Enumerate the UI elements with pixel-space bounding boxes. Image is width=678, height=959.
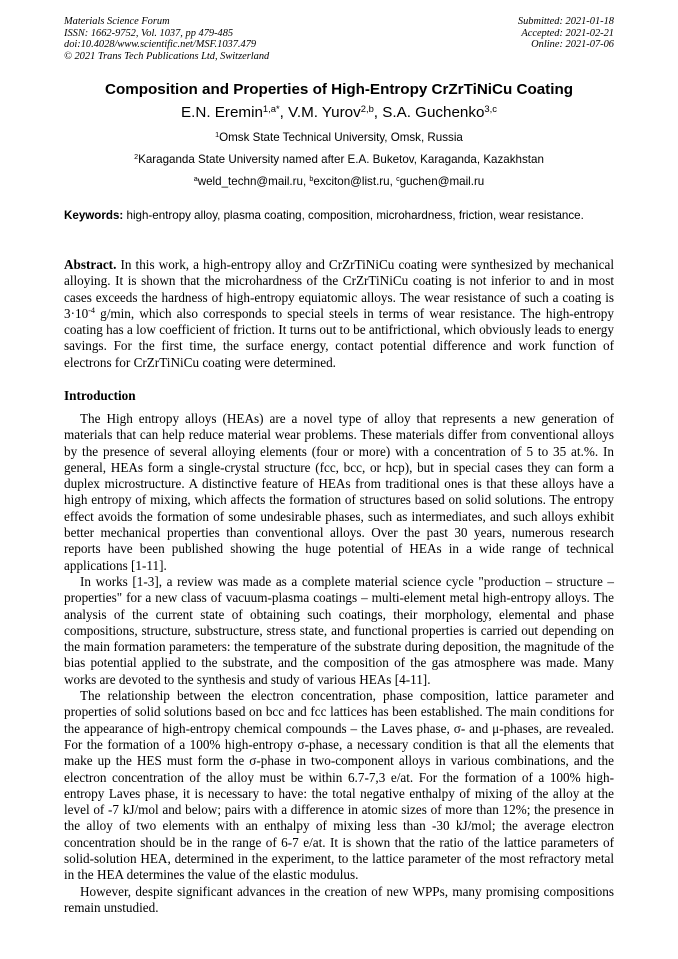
body-paragraph: The High entropy alloys (HEAs) are a novel type of alloy that represents a new generation of materials that can help reduce material wear problems. These materials differ from conventional alloys by the presence of several alloying elements (four or more) with a concentration of 5 to 35 at.%. In general, HEAs form a single-crystal structure (fcc, bcc, or hcp), but in special cases they can form a duplex microstructure. A distinctive feature of HEAs from traditional ones is that these alloys have a high entropy of mixing, which affects the formation of structures based on solid solutions. The entropy effect avoids the formation of some undesirable phases, such as intermediates, and such alloys exhibit better mechanical properties than conventional alloys. Over the past 30 years, numerous research reports have been published showing the huge potential of HEAs in a wide range of technical applications [1-11]. (64, 411, 614, 573)
journal-info (64, 16, 269, 62)
email-separator: , (389, 175, 397, 188)
email-separator: , (302, 175, 310, 188)
publication-dates (518, 16, 614, 51)
email-mark: a (193, 174, 198, 184)
affiliation-text: Omsk State Technical University, Omsk, Russia (219, 131, 463, 144)
body-paragraph: The relationship between the electron concentration, phase composition, lattice parameter and properties of solid solutions based on bcc and fcc lattices has been established. The main conditions for the appearance of high-entropy chemical compounds – the Laves phase, σ- and μ-phases, are revealed. For the formation of a 100% high-entropy σ-phase, a necessary condition is that all the elements that make up the HES must form the σ-phase in two-component alloys in various combinations, and the electron concentration of the alloy must be within 6.7-7,3 e/at. For the formation of a 100% high-entropy Laves phase, it is necessary to have: the total negative enthalpy of mixing of the alloy at the level of -7 kJ/mol and below; pairs with a difference in atomic sizes of more than 12%; the presence in the alloy of two elements with an enthalpy of mixing less than -30 kJ/mol; the average electron concentration should be in the range of 6-7 e/at. It is shown that the ratio of the lattice parameters of solid-solution HEA, determined in the experiment, to the lattice parameter of the most refractory metal in the HEA determines the value of the elastic modulus. (64, 688, 614, 883)
email-mark: c (396, 174, 400, 184)
email-link[interactable]: exciton@list.ru (313, 175, 390, 188)
keywords-label: Keywords: (64, 209, 124, 222)
introduction-heading: Introduction (64, 388, 136, 403)
keywords-block (64, 208, 614, 223)
affiliation-2 (40, 153, 638, 167)
keywords-text: high-entropy alloy, plasma coating, composition, microhardness, friction, wear resistance. (126, 209, 584, 222)
online-date: Online: 2021-07-06 (531, 39, 614, 51)
author-list (40, 104, 638, 122)
journal-name: Materials Science Forum (64, 16, 170, 27)
issn-line: ISSN: 1662-9752, Vol. 1037, pp 479-485 (64, 27, 234, 39)
abstract-text-part-2: g/min, which also corresponds to special steels in terms of wear resistance. The high-entropy coating has a low coefficient of friction. It turns out to be antifrictional, which obviously leads to energy savings. For the first time, the surface energy, contact potential difference and work function of electrons for CrZrTiNiCu coating were determined. (64, 305, 614, 370)
exponent: -4 (88, 305, 95, 315)
affiliation-mark: 2 (134, 152, 139, 162)
copyright-line: © 2021 Trans Tech Publications Ltd, Switzerland (64, 50, 270, 62)
affiliation-text: Karaganda State University named after E.A. Buketov, Karaganda, Kazakhstan (138, 153, 544, 166)
abstract-label: Abstract. (64, 257, 117, 272)
author-affiliation-mark: 1,a* (262, 102, 280, 114)
doi-line: doi:10.4028/www.scientific.net/MSF.1037.479 (64, 39, 257, 51)
paper-title: Composition and Properties of High-Entropy CrZrTiNiCu Coating (105, 81, 573, 98)
author-separator: , (373, 104, 383, 121)
author-name: S.A. Guchenko (382, 104, 485, 121)
author-affiliation-mark: 3,c (484, 102, 497, 114)
accepted-date: Accepted: 2021-02-21 (521, 27, 614, 39)
author-affiliation-mark: 2,b (360, 102, 374, 114)
email-link[interactable]: weld_techn@mail.ru (197, 175, 303, 188)
author-separator: , (279, 104, 289, 121)
author-name: E.N. Eremin (181, 104, 263, 121)
body-paragraph: However, despite significant advances in the creation of new WPPs, many promising compositions remain unstudied. (64, 883, 614, 915)
affiliation-mark: 1 (215, 130, 220, 140)
body-paragraph: In works [1-3], a review was made as a complete material science cycle "production – structure – properties" for a new class of vacuum-plasma coatings – multi-element metal high-entropy alloys. The analysis of the current state of obtaining such coatings, their morphology, elemental and phase compositions, structure, substructure, stress state, and functional properties is carried out depending on the main formation parameters: the temperature of the substrate during deposition, the magnitude of the bias potential applied to the substrate, and the composition of the gas atmosphere was made. Many works are devoted to the synthesis and study of various HEAs [4-11]. (64, 573, 614, 687)
abstract-block (64, 257, 614, 371)
submitted-date: Submitted: 2021-01-18 (517, 16, 614, 27)
author-name: V.M. Yurov (288, 104, 361, 121)
email-mark: b (309, 174, 314, 184)
introduction-body (64, 411, 614, 916)
abstract-text-part-1: In this work, a high-entropy alloy and CrZrTiNiCu coating were synthesized by mechanical alloying. It is shown that the microhardness of the CrZrTiNiCu coating is not inferior to and in most cases exceeds the hardness of high-entropy equiatomic alloys. The wear resistance of such a coating is 3·10 (64, 257, 615, 321)
affiliation-1 (40, 131, 638, 145)
email-link[interactable]: guchen@mail.ru (399, 175, 485, 188)
author-emails (40, 175, 638, 189)
